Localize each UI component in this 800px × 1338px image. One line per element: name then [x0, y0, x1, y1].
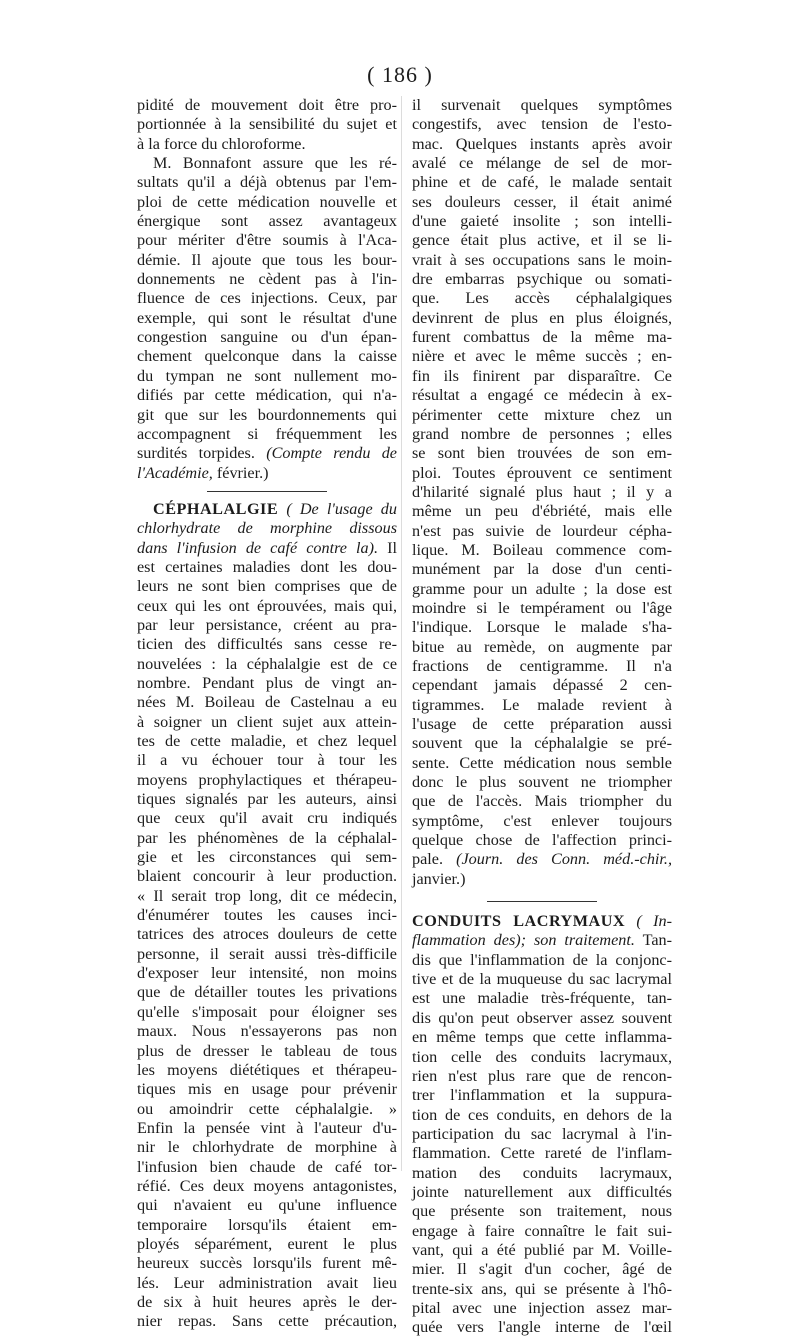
text-line: bitue au remède, on augmente par: [412, 637, 672, 656]
text-line: vant, qui a été publié par M. Voille-: [412, 1240, 672, 1259]
text-line: du tympan ne sont nullement mo-: [137, 366, 397, 385]
text-line: personne, il serait aussi très-difficile: [137, 944, 397, 963]
text-line: résultat a engagé ce médecin à ex-: [412, 386, 672, 405]
text-line: tigrammes. Le malade revient à: [412, 695, 672, 714]
text-line: qui n'avaient eu qu'une influence: [137, 1196, 397, 1215]
text-line: congestion sanguine ou d'un épan-: [137, 328, 397, 347]
text-line: plus de dresser le tableau de tous: [137, 1041, 397, 1060]
text-line: engage à faire connaître le fait sui-: [412, 1221, 672, 1240]
section-heading-text: chlorhydrate de morphine dissous: [137, 519, 397, 538]
section-rule: [487, 901, 597, 902]
text-line: nouvelées : la céphalalgie est de ce: [137, 654, 397, 673]
text-line: de six à huit heures après le der-: [137, 1292, 397, 1311]
paragraph-cephalalgie: [137, 558, 397, 1332]
section-heading-text: flammation des); son traitement.: [412, 931, 635, 950]
text-line: par les phénomènes de la céphalal-: [137, 828, 397, 847]
text-line: sente. Cette médication nous semble: [412, 753, 672, 772]
text-line: accompagnent si fréquemment les: [137, 424, 397, 443]
section-heading-text: Tan-: [634, 931, 672, 950]
citation-title: (Compte rendu de: [266, 444, 397, 463]
text-line: leurs ne sont bien comprises que de: [137, 577, 397, 596]
text-line: dis que l'inflammation de la conjonc-: [412, 950, 672, 969]
text-line: ployés séparément, eurent le plus: [137, 1234, 397, 1253]
section-title: CÉPHALALGIE: [153, 499, 279, 518]
text-line: flammation. Cette rareté de l'inflam-: [412, 1144, 672, 1163]
text-line: l'indique. Lorsque le malade s'ha-: [412, 618, 672, 637]
text-line: ou amoindrir cette céphalalgie. »: [137, 1099, 397, 1118]
text-line: quelque chose de l'affection princi-: [412, 831, 672, 850]
text-line: à la force du chloroforme.: [137, 134, 306, 153]
text-line: vrait à ses occupations sans le moin-: [412, 250, 672, 269]
text-line: fluence de ces injections. Ceux, par: [137, 289, 397, 308]
text-line: en même temps que cette inflamma-: [412, 1028, 672, 1047]
text-line: pour mériter d'être soumis à l'Aca-: [137, 231, 397, 250]
text-line: tion celle des conduits lacrymaux,: [412, 1047, 672, 1066]
text-line: se sont bien trouvées de son em-: [412, 444, 672, 463]
paragraph-text: pale.: [412, 850, 457, 869]
text-line: grand nombre de personnes ; elles: [412, 424, 672, 443]
text-line: symptôme, c'est enlever toujours: [412, 811, 672, 830]
section-heading-text: Il: [378, 538, 397, 557]
text-line: pital avec une injection assez mar-: [412, 1298, 672, 1317]
text-line: par leur persistance, créent au pra-: [137, 615, 397, 634]
text-line: [137, 444, 397, 463]
text-line: énergique sont assez avantageux: [137, 212, 397, 231]
text-line: nées M. Boileau de Castelnau a eu: [137, 693, 397, 712]
paragraph-bonnafont: [137, 154, 397, 464]
text-line: portionnée à la sensibilité du sujet et: [137, 115, 397, 134]
text-line: nombre. Pendant plus de vingt an-: [137, 673, 397, 692]
text-line: donnements ne cèdent pas à l'in-: [137, 270, 397, 289]
text-line: M. Bonnafont assure que les ré-: [153, 154, 397, 173]
section-title-rest: ( De l'usage du: [286, 499, 397, 518]
text-line: d'exposer leur intensité, non moins: [137, 964, 397, 983]
text-line: est une maladie très-fréquente, tan-: [412, 989, 672, 1008]
text-line: nière et avec le même succès ; en-: [412, 347, 672, 366]
text-line: d'une gaieté insolite ; son intelli-: [412, 212, 672, 231]
section-title: CONDUITS LACRYMAUX: [412, 912, 626, 931]
paragraph-conduits: [412, 951, 672, 1338]
text-line: lique. M. Boileau commence com-: [412, 540, 672, 559]
text-line: gence était plus active, et il se li-: [412, 231, 672, 250]
text-line: les moyens diététiques et thérapeu-: [137, 1060, 397, 1079]
text-line: ploi. Toutes éprouvent ce sentiment: [412, 463, 672, 482]
section-rule: [207, 491, 327, 492]
text-line: tiques mis en usage pour prévenir: [137, 1080, 397, 1099]
text-line: même un peu d'ébriété, mais elle: [412, 502, 672, 521]
text-line: avalé ce mélange de sel de mor-: [412, 154, 672, 173]
text-line: participation du sac lacrymal à l'in-: [412, 1124, 672, 1143]
text-line: réfié. Ces deux moyens antagonistes,: [137, 1176, 397, 1195]
text-line: mac. Quelques instants après avoir: [412, 134, 672, 153]
text-line: temporaire lorsqu'ils étaient em-: [137, 1215, 397, 1234]
citation-line: [137, 464, 397, 483]
text-line: tes de cette maladie, et chez lequel: [137, 732, 397, 750]
column-divider: [401, 96, 402, 1171]
text-line: périmenter cette mixture chez un: [412, 405, 672, 424]
section-heading-cephalalgie: [137, 500, 397, 519]
text-line: d'énumérer toutes les causes inci-: [137, 906, 397, 925]
text-line: ceux qui les ont éprouvées, mais qui,: [137, 596, 397, 615]
text-line: chement quelconque dans la caisse: [137, 347, 397, 366]
text-line: nier repas. Sans cette précaution,: [137, 1312, 397, 1331]
citation-date: février.): [216, 463, 269, 482]
text-line: à soigner un client sujet aux attein-: [137, 712, 397, 731]
text-line: fin ils finirent par disparaître. Ce: [412, 366, 672, 385]
text-line: l'infusion bien chaude de café tor-: [137, 1157, 397, 1176]
section-heading-line2: [137, 519, 397, 538]
text-line: que de détailler toutes les privations: [137, 983, 397, 1002]
text-line: congestifs, avec tension de l'esto-: [412, 115, 672, 134]
text-line: mier. Il s'agit d'un cocher, âgé de: [412, 1260, 672, 1279]
text-line: que présente son traitement, nous: [412, 1202, 672, 1221]
text-line: moindre si le tempérament ou l'âge: [412, 598, 672, 617]
text-line: quée vers l'angle interne de l'œil: [412, 1318, 672, 1337]
text-line: tatrices des atroces douleurs de cette: [137, 925, 397, 944]
text-line: ses douleurs cesser, il était animé: [412, 192, 672, 211]
text-line: difiés par cette médication, qui n'a-: [137, 386, 397, 405]
text-line: heureux succès lorsqu'ils furent mê-: [137, 1254, 397, 1273]
citation-line: [412, 870, 672, 889]
text-line: « Il serait trop long, dit ce médecin,: [137, 886, 397, 905]
text-line: que de l'accès. Mais triompher du: [412, 792, 672, 811]
text-line: dre embarras psychique ou somati-: [412, 270, 672, 289]
text-line: il a vu échouer tour à tour les: [137, 751, 397, 770]
text-line: tiques signalés par les auteurs, ainsi: [137, 790, 397, 809]
text-line: fractions de centigramme. Il n'a: [412, 656, 672, 675]
page-number: ( 186 ): [367, 62, 433, 87]
text-line: Enfin la pensée vint à l'auteur d'u-: [137, 1118, 397, 1137]
text-line: tive et de la muqueuse du sac lacrymal: [412, 970, 672, 989]
text-line: mation des conduits lacrymaux,: [412, 1163, 672, 1182]
text-line: trer l'inflammation et la suppura-: [412, 1086, 672, 1105]
text-line: est certaines maladies dont les dou-: [137, 557, 397, 576]
section-heading-conduits: [412, 912, 672, 931]
text-line: gie et les circonstances qui sem-: [137, 848, 397, 867]
text-line: démie. Il ajoute que tous les bour-: [137, 250, 397, 269]
section-heading-line2: [412, 931, 672, 950]
right-column: [412, 96, 672, 1338]
text-line: cependant jamais dépassé 2 cen-: [412, 676, 672, 695]
text-line: jointe naturellement aux difficultés: [412, 1182, 672, 1201]
text-line: qu'elle s'imposait pour éloigner ses: [137, 1002, 397, 1021]
citation-line: [412, 850, 672, 869]
text-line: furent combattus de la même ma-: [412, 328, 672, 347]
text-line: que. Les accès céphalalgiques: [412, 289, 672, 308]
paragraph-text: surdités torpides.: [137, 444, 255, 463]
text-line: lés. Leur administration avait lieu: [137, 1273, 397, 1292]
text-line: n'est pas suivie de lourdeur cépha-: [412, 521, 672, 540]
text-line: sultats qu'il a déjà obtenus par l'em-: [137, 173, 397, 192]
text-line: devinrent de plus en plus éloignés,: [412, 308, 672, 327]
text-line: phine et de café, le malade sentait: [412, 173, 672, 192]
text-line: il survenait quelques symptômes: [412, 96, 672, 114]
citation-date: janvier.): [412, 869, 466, 888]
citation-title: (Journ. des Conn. méd.-chir.,: [456, 850, 673, 869]
paragraph-continuation: [137, 96, 397, 154]
text-line: pidité de mouvement doit être pro-: [137, 96, 397, 114]
section-heading-line3: [137, 539, 397, 558]
text-line: tion de ces conduits, en dehors de la: [412, 1105, 672, 1124]
text-line: souvent que la céphalalgie se pré-: [412, 734, 672, 753]
citation-title: l'Académie,: [137, 463, 213, 482]
text-line: rien n'est plus rare que de rencon-: [412, 1066, 672, 1085]
text-line: donc le plus souvent ne triompher: [412, 773, 672, 792]
text-line: gramme pour un adulte ; la dose est: [412, 579, 672, 598]
section-title-rest: ( In-: [636, 912, 672, 931]
text-line: ploi de cette médication nouvelle et: [137, 192, 397, 211]
paragraph-continuation: [412, 96, 672, 850]
text-line: d'hilarité signalé plus haut ; il y a: [412, 482, 672, 501]
text-line: exemple, qui sont le résultat d'une: [137, 308, 397, 327]
text-line: que ceux qu'il avait cru indiqués: [137, 809, 397, 828]
section-heading-text: dans l'infusion de café contre la).: [137, 538, 379, 557]
left-column: [137, 96, 397, 1332]
text-line: maux. Nous n'essayerons pas non: [137, 1022, 397, 1041]
text-line: moyens prophylactiques et thérapeu-: [137, 770, 397, 789]
text-line: trente-six ans, qui se présente à l'hô-: [412, 1279, 672, 1298]
text-line: blaient concourir à leur production.: [137, 867, 397, 886]
text-line: dis qu'on peut observer assez souvent: [412, 1008, 672, 1027]
text-line: git que sur les bourdonnements qui: [137, 405, 397, 424]
text-line: nir le chlorhydrate de morphine à: [137, 1138, 397, 1157]
text-line: munément par la dose d'un centi-: [412, 560, 672, 579]
text-line: l'usage de cette préparation aussi: [412, 715, 672, 733]
text-line: ticien des difficultés sans cesse re-: [137, 635, 397, 654]
